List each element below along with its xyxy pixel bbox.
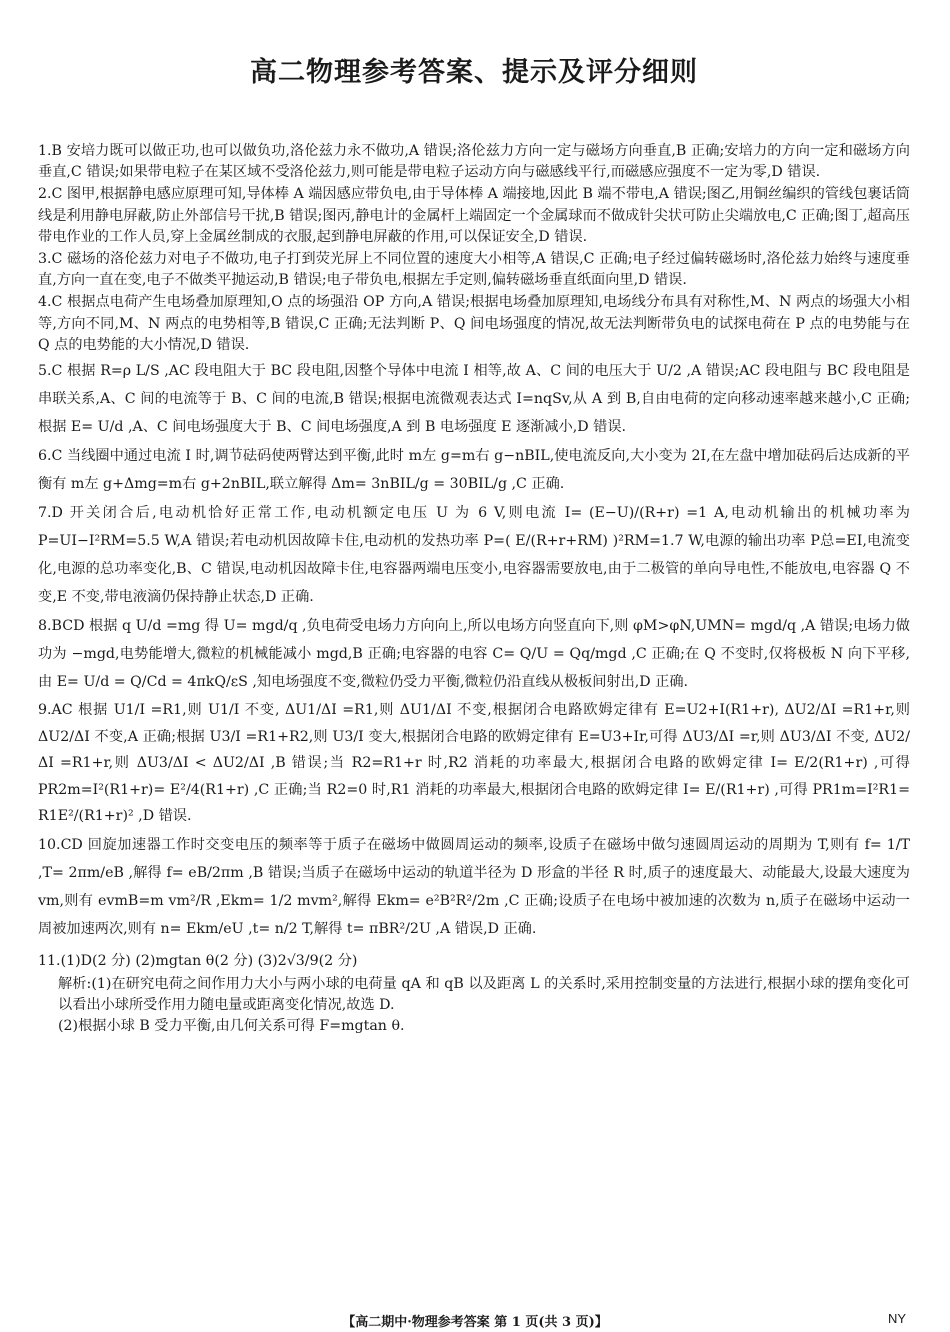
answer-text: 11.(1)D(2 分) (2)mgtan θ(2 分) (3)2√3/9(2 分) bbox=[38, 952, 358, 969]
answer-item-11 bbox=[38, 951, 910, 972]
answer-item-10 bbox=[38, 831, 910, 943]
answer-text: 2.C 图甲,根据静电感应原理可知,导体棒 A 端因感应带负电,由于导体棒 A 端接地,因此 B 端不带电,A 错误;图乙,用铜丝编织的管线包裹话筒线是利用静电屏蔽,防止外部信号干扰,B 错误;图丙,静电计的金属杆上端固定一个金属球而不做成针尖状可防止尖端放电,C 正确;图丁,超高压带电作业的工作人员,穿上金属丝制成的衣服,起到静电屏蔽的作用,可以保证安全,D 错误. bbox=[38, 186, 910, 245]
answer-item-6 bbox=[38, 442, 910, 498]
answer-item-8 bbox=[38, 612, 910, 696]
answer-text: 9.AC 根据 U1/I =R1,则 U1/I 不变, ΔU1/ΔI =R1,则 ΔU1/ΔI 不变,根据闭合电路欧姆定律有 E=U2+I(R1+r), ΔU2/ΔI =R1+r,则 ΔU2/ΔI 不变,A 正确;根据 U3/I =R1+R2,则 U3/I 变大,根据闭合电路的欧姆定律有 E=U3+Ir,可得 ΔU3/ΔI =r,则 ΔU3/ΔI 不变, ΔU2/ΔI =R1+r,则 ΔU3/ΔI < ΔU2/ΔI ,B 错误;当 R2=R1+r 时,R2 消耗的功率最大,根据闭合电路的欧姆定律 I= E/2(R1+r) ,可得 PR2m=I²(R1+r)= E²/4(R1+r) ,C 正确;当 R2=0 时,R1 消耗的功率最大,根据闭合电路的欧姆定律 I= E/(R1+r) ,可得 PR1m=I²R1= R1E²/(R1+r)² ,D 错误. bbox=[38, 702, 910, 825]
page-title: 高二物理参考答案、提示及评分细则 bbox=[250, 57, 698, 88]
answer-item-1 bbox=[38, 141, 910, 183]
answer-list bbox=[38, 141, 910, 1037]
answer-item-7 bbox=[38, 499, 910, 611]
footer-code: NY bbox=[887, 1311, 906, 1326]
answer-item-9 bbox=[38, 697, 910, 830]
footer-caption: 【高二期中·物理参考答案 第 1 页(共 3 页)】 bbox=[342, 1315, 608, 1330]
answer-item-5 bbox=[38, 357, 910, 441]
answer-text: 8.BCD 根据 q U/d =mg 得 U= mgd/q ,负电荷受电场力方向向上,所以电场方向竖直向下,则 φM>φN,UMN= mgd/q ,A 错误;电场力做功为 −mgd,电势能增大,微粒的机械能减小 mgd,B 正确;电容器的电容 C= Q/U = Qq/mgd ,C 正确;在 Q 不变时,仅将极板 N 向下平移,由 E= U/d = Q/Cd = 4πkQ/εS ,知电场强度不变,微粒仍受力平衡,微粒仍沿直线从极板间射出,D 正确. bbox=[38, 618, 910, 691]
answer-item-2 bbox=[38, 184, 910, 248]
answer-item-4 bbox=[38, 292, 910, 356]
page-footer bbox=[0, 1311, 950, 1330]
answer-text: 5.C 根据 R=ρ L/S ,AC 段电阻大于 BC 段电阻,因整个导体中电流 I 相等,故 A、C 间的电压大于 U/2 ,A 错误;AC 段电阻与 BC 段电阻是串联关系,A、C 间的电流等于 B、C 间的电流,B 错误;根据电流微观表达式 I=nqSv,从 A 到 B,自由电荷的定向移动速率越来越小,C 正确;根据 E= U/d ,A、C 间电场强度大于 B、C 间电场强度,A 到 B 电场强度 E 逐渐减小,D 错误. bbox=[38, 363, 910, 436]
answer-item-3 bbox=[38, 249, 910, 291]
answer-text: 7.D 开关闭合后,电动机恰好正常工作,电动机额定电压 U 为 6 V,则电流 I= (E−U)/(R+r) =1 A,电动机输出的机械功率为 P=UI−I²RM=5.5 W,A 错误;若电动机因故障卡住,电动机的发热功率 P=( E/(R+r+RM) )²RM=1.7 W,电源的输出功率 P总=EI,电流变化,电源的总功率变化,B、C 错误,电动机因故障卡住,电容器两端电压变小,电容器需要放电,由于二极管的单向导电性,不能放电,电容器 Q 不变,E 不变,带电液滴仍保持静止状态,D 正确. bbox=[38, 505, 910, 606]
analysis-line: (2)根据小球 B 受力平衡,由几何关系可得 F=mgtan θ. bbox=[58, 1017, 405, 1034]
answer-text: 4.C 根据点电荷产生电场叠加原理知,O 点的场强沿 OP 方向,A 错误;根据电场叠加原理知,电场线分布具有对称性,M、N 两点的场强大小相等,方向不同,M、N 两点的电势相等,B 错误,C 正确;无法判断 P、Q 间电场强度的情况,故无法判断带负电的试探电荷在 P 点的电势能与在 Q 点的电势能的大小情况,D 错误. bbox=[38, 294, 910, 353]
answer-text: 3.C 磁场的洛伦兹力对电子不做功,电子打到荧光屏上不同位置的速度大小相等,A 错误,C 正确;电子经过偏转磁场时,洛伦兹力始终与速度垂直,方向一直在变,电子不做类平抛运动,B 错误;电子带负电,根据左手定则,偏转磁场垂直纸面向里,D 错误. bbox=[38, 251, 910, 289]
analysis-line: 解析:(1)在研究电荷之间作用力大小与两小球的电荷量 qA 和 qB 以及距离 L 的关系时,采用控制变量的方法进行,根据小球的摆角变化可以看出小球所受作用力随电量或距离变化情况,故选 D. bbox=[58, 975, 910, 1013]
analysis-block bbox=[38, 974, 910, 1037]
answer-text: 1.B 安培力既可以做正功,也可以做负功,洛伦兹力永不做功,A 错误;洛伦兹力方向一定与磁场方向垂直,B 正确;安培力的方向一定和磁场方向垂直,C 错误;如果带电粒子在某区域不受洛伦兹力,则可能是带电粒子运动方向与磁感线平行,而磁感应强度不一定为零,D 错误. bbox=[38, 143, 910, 181]
answer-text: 10.CD 回旋加速器工作时交变电压的频率等于质子在磁场中做圆周运动的频率,设质子在磁场中做匀速圆周运动的周期为 T,则有 f= 1/T ,T= 2πm/eB ,解得 f= eB/2πm ,B 错误;当质子在磁场中运动的轨道半径为 D 形盒的半径 R 时,质子的速度最大、动能最大,设最大速度为 vm,则有 evmB=m vm²/R ,Ekm= 1/2 mvm²,解得 Ekm= e²B²R²/2m ,C 正确;设质子在电场中被加速的次数为 n,质子在磁场中运动一周被加速两次,则有 n= Ekm/eU ,t= n/2 T,解得 t= πBR²/2U ,A 错误,D 正确. bbox=[38, 836, 910, 937]
answer-text: 6.C 当线圈中通过电流 I 时,调节砝码使两臂达到平衡,此时 m左 g=m右 g−nBIL,使电流反向,大小变为 2I,在左盘中增加砝码后达成新的平衡有 m左 g+Δmg=m右 g+2nBIL,联立解得 Δm= 3nBIL/g = 30BIL/g ,C 正确. bbox=[38, 448, 910, 493]
